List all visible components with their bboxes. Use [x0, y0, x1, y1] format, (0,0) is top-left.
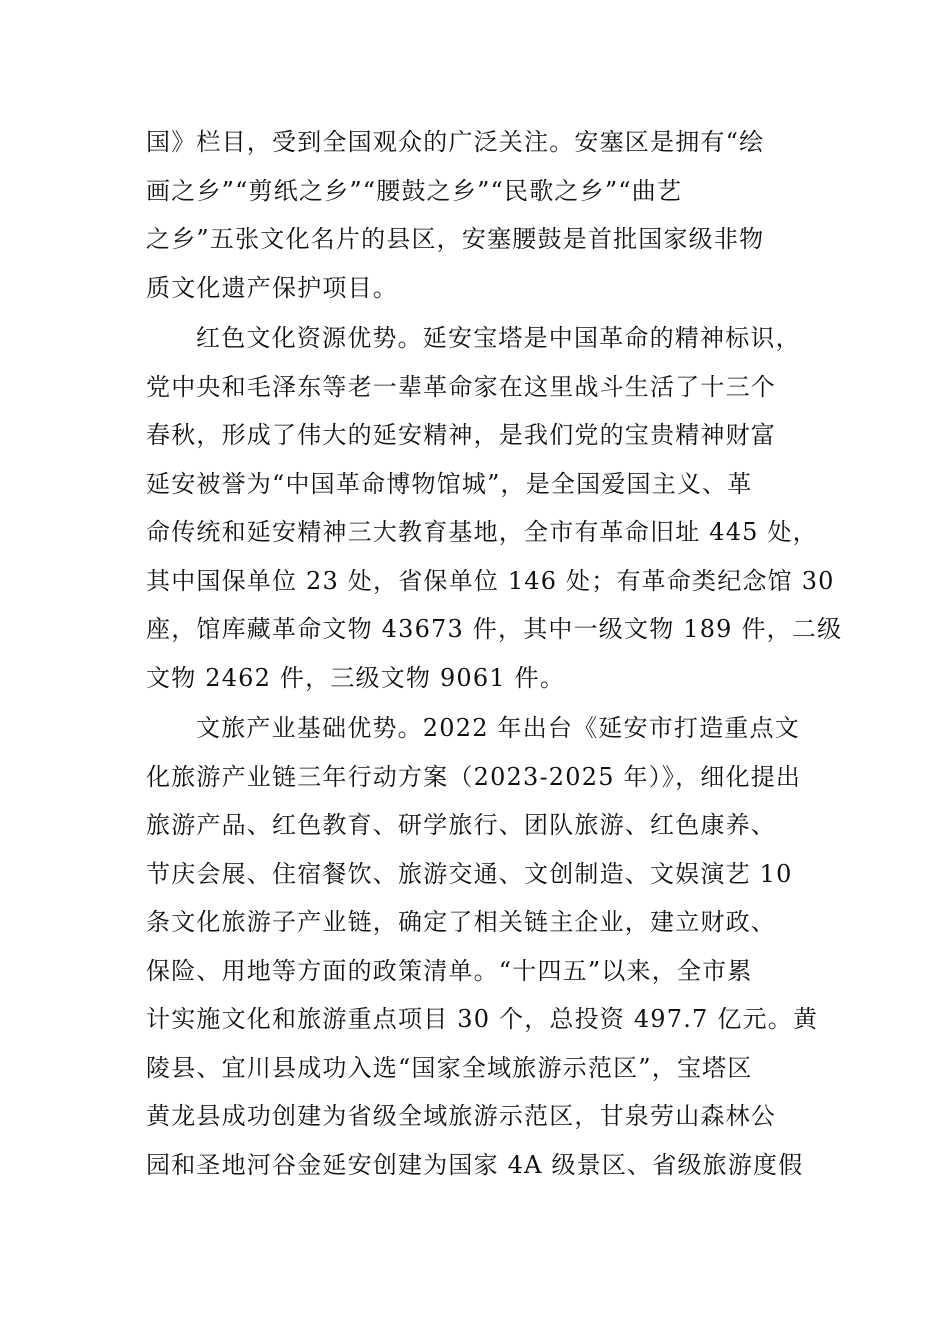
text-line: 计实施文化和旅游重点项目 30 个，总投资 497.7 亿元。黄: [146, 1005, 819, 1033]
text-line: 化旅游产业链三年行动方案（2023-2025 年）》，细化提出: [146, 762, 802, 791]
text-line: 之乡”五张文化名片的县区，安塞腰鼓是首批国家级非物: [146, 225, 765, 253]
text-line: 旅游产品、红色教育、研学旅行、团队旅游、红色康养、: [146, 811, 776, 839]
text-line: 质文化遗产保护项目。: [146, 273, 398, 302]
body-text: [146, 118, 843, 1189]
text-line: 保险、用地等方面的政策清单。“十四五”以来，全市累: [146, 956, 753, 985]
text-line: 节庆会展、住宿餐饮、旅游交通、文创制造、文娱演艺 10: [146, 859, 793, 888]
text-line: 黄龙县成功创建为省级全域旅游示范区，甘泉劳山森林公: [146, 1102, 776, 1130]
text-line: 国》栏目，受到全国观众的广泛关注。安塞区是拥有“绘: [146, 128, 765, 156]
text-line: 条文化旅游子产业链，确定了相关链主企业，建立财政、: [146, 908, 776, 936]
text-line: 文旅产业基础优势。2022 年出台《延安市打造重点文: [196, 714, 800, 742]
paragraph-continuation: [146, 118, 814, 312]
paragraph-red-culture: [146, 314, 843, 702]
text-line: 命传统和延安精神三大教育基地，全市有革命旧址 445 处，: [146, 518, 818, 546]
text-line: 陵县、宜川县成功入选“国家全域旅游示范区”，宝塔区: [146, 1053, 753, 1082]
paragraph-tourism-industry: [146, 704, 819, 1189]
text-line: 画之乡”“剪纸之乡”“腰鼓之乡”“民歌之乡”“曲艺: [146, 176, 683, 205]
text-line: 红色文化资源优势。延安宝塔是中国革命的精神标识，: [196, 324, 801, 352]
text-line: 春秋，形成了伟大的延安精神，是我们党的宝贵精神财富: [146, 421, 776, 449]
text-line: 园和圣地河谷金延安创建为国家 4A 级景区、省级旅游度假: [146, 1150, 804, 1179]
text-line: 党中央和毛泽东等老一辈革命家在这里战斗生活了十三个: [146, 372, 776, 401]
text-line: 延安被誉为“中国革命博物馆城”，是全国爱国主义、革: [146, 469, 753, 498]
text-line: 文物 2462 件，三级文物 9061 件。: [146, 663, 566, 692]
text-line: 座，馆库藏革命文物 43673 件，其中一级文物 189 件，二级: [146, 615, 843, 643]
text-line: 其中国保单位 23 处，省保单位 146 处；有革命类纪念馆 30: [146, 566, 835, 595]
